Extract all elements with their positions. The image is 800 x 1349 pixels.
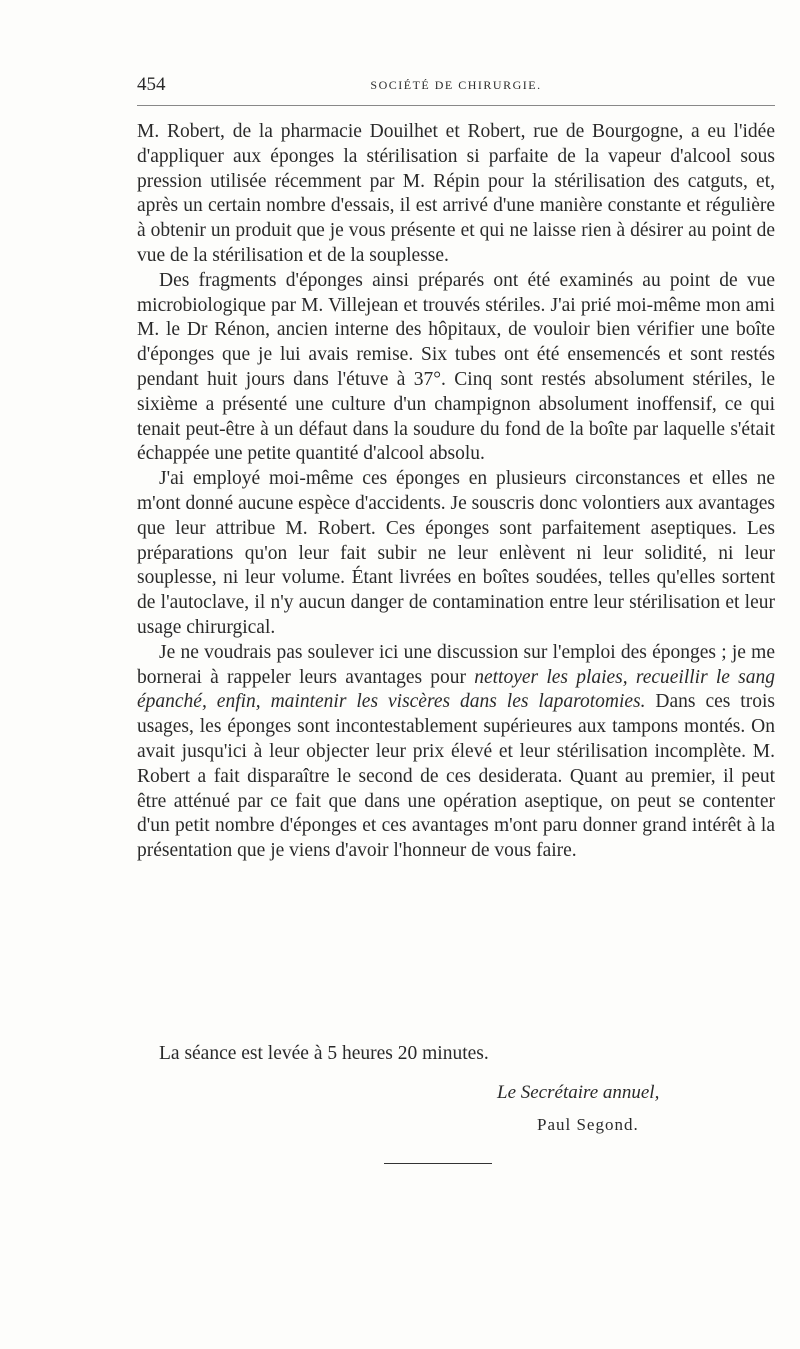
paragraph-1: M. Robert, de la pharmacie Douilhet et Robert, rue de Bourgogne, a eu l'idée d'appliquer aux éponges la stérilisation si parfaite de la vapeur d'alcool sous pression utilisée récemment par M. Répin pour la stérilisation des catguts, et, après un certain nombre d'essais, il est arrivé d'une manière constante et régulière à obtenir un produit que je vous présente et qui ne laisse rien à désirer au point de vue de la stérilisation et de la souplesse. bbox=[137, 121, 775, 266]
paragraph-2: Des fragments d'éponges ainsi préparés ont été examinés au point de vue microbiologique par M. Villejean et trouvés stériles. J'ai prié moi-même mon ami M. le Dr Rénon, ancien interne des hôpitaux, de vouloir bien vérifier une boîte d'éponges que je lui avais remise. Six tubes ont été ensemencés et sont restés pendant huit jours dans l'étuve à 37°. Cinq sont restés absolument stériles, le sixième a présenté une culture d'un champignon absolument inoffensif, ce qui tenait peut-être à un défaut dans la soudure du fond de la boîte par laquelle s'était échappée une petite quantité d'alcool absolu. bbox=[137, 269, 775, 465]
paragraph-4-italic: nettoyer les plaies, recueillir le sang épanché, enfin, maintenir les viscères dans les laparotomies. bbox=[137, 666, 775, 713]
paragraph-4-text-before: Je ne voudrais pas soulever ici une discussion sur l'emploi des éponges ; je me bornerai à rappeler leurs avantages pour bbox=[137, 641, 775, 688]
signature-name: Paul Segond. bbox=[537, 1115, 639, 1134]
page-number: 454 bbox=[137, 74, 166, 95]
paragraph-3: J'ai employé moi-même ces éponges en plusieurs circonstances et elles ne m'ont donné aucune espèce d'accidents. Je souscris donc volontiers aux avantages que leur attribue M. Robert. Ces éponges sont parfaitement aseptiques. Les préparations qu'on leur fait subir ne leur enlèvent ni leur solidité, ni leur souplesse, ni leur volume. Étant livrées en boîtes soudées, telles qu'elles sortent de l'autoclave, il n'y aucun danger de contamination entre leur stérilisation et leur usage chirurgical. bbox=[137, 468, 775, 638]
running-head: SOCIÉTÉ DE CHIRURGIE. bbox=[370, 78, 542, 92]
signature-title: Le Secrétaire annuel, bbox=[497, 1082, 660, 1103]
closing-line: La séance est levée à 5 heures 20 minutes. bbox=[159, 1043, 489, 1064]
body-text bbox=[137, 120, 775, 864]
page-header bbox=[137, 74, 775, 102]
header-rule bbox=[137, 105, 775, 106]
paragraph-4-text-after: Dans ces trois usages, les éponges sont incontestablement supérieures aux tampons montés. On avait jusqu'ici à leur objecter leur prix élevé et leur stérilisation incomplète. M. Robert a fait disparaître le second de ces desiderata. Quant au premier, il peut être atténué par ce fait que dans une opération aseptique, on peut se contenter d'un petit nombre d'éponges et ces avantages m'ont paru donner grand intérêt à la présentation que je viens d'avoir l'honneur de vous faire. bbox=[137, 691, 775, 862]
end-rule bbox=[384, 1163, 492, 1164]
paragraph-4 bbox=[137, 641, 775, 864]
